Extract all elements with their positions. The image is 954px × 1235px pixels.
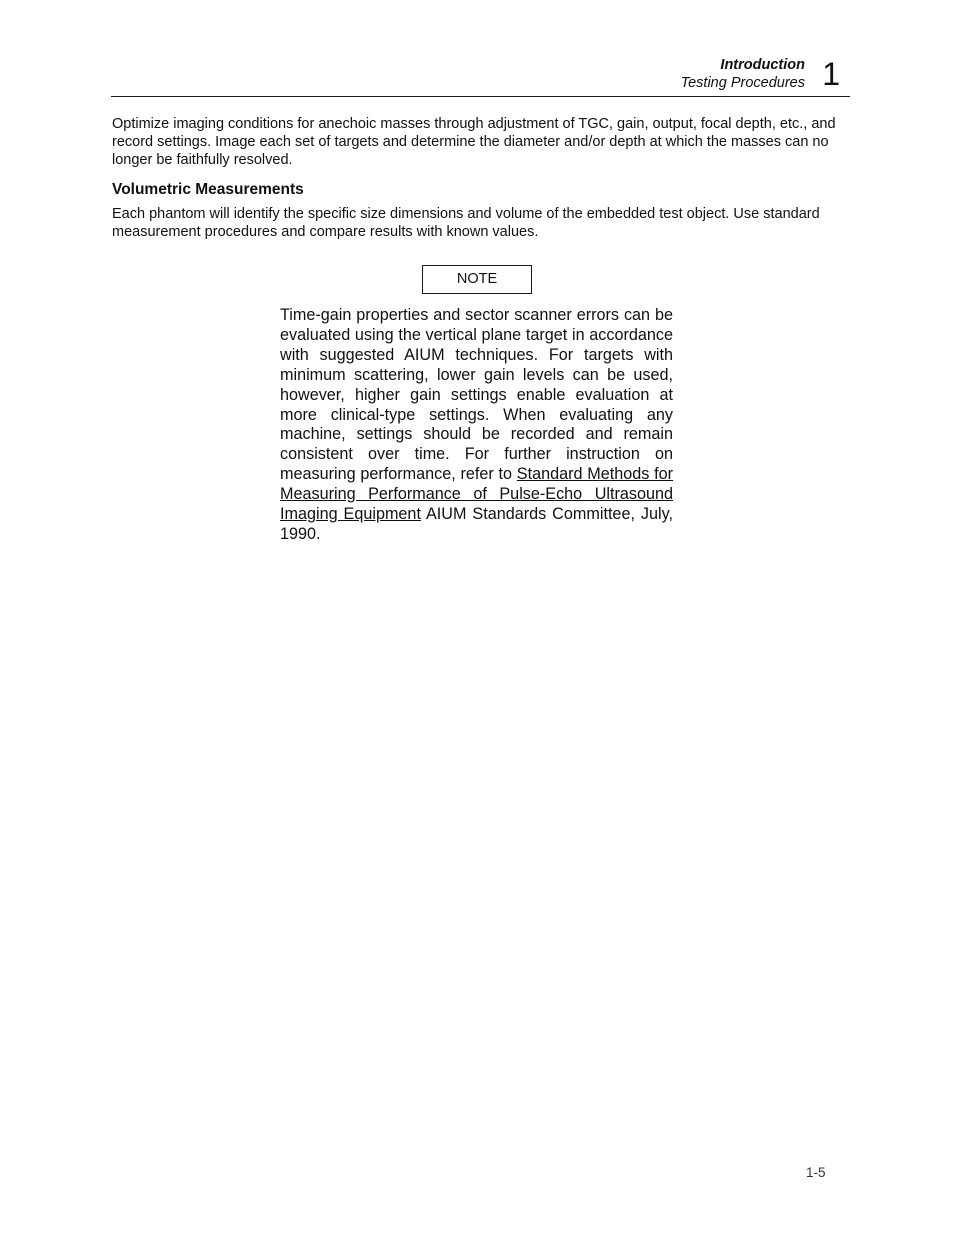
note-text-body: Time-gain properties and sector scanner errors can be evaluated using the vertical plane target in accordance with suggested AIUM techniques. For targets with minimum scattering, lower gain levels can be used, however, higher gain settings enable evaluation at more clinical-type settings. When evaluating any machine, settings should be recorded and remain consistent over time. For further instruction on measuring performance, refer to [280, 306, 673, 484]
paragraph-anechoic-masses: Optimize imaging conditions for anechoic masses through adjustment of TGC, gain, output, focal depth, etc., and record settings. Image each set of targets and determine the diameter and/or depth at which the masses can no longer be faithfully resolved. [112, 116, 836, 168]
header-chapter-name: Introduction [720, 57, 805, 73]
note-text-tail: AIUM Standards Committee, July, 1990. [280, 505, 673, 543]
note-text [280, 306, 673, 545]
section-heading-volumetric: Volumetric Measurements [112, 181, 304, 198]
note-reference-title: Standard Methods for Measuring Performance of Pulse-Echo Ultrasound Imaging Equipment [280, 465, 673, 524]
header-section-name: Testing Procedures [680, 75, 805, 91]
paragraph-volumetric: Each phantom will identify the specific size dimensions and volume of the embedded test object. Use standard measurement procedures and compare results with known values. [112, 206, 820, 240]
page-number: 1-5 [806, 1165, 826, 1180]
header-chapter-number: 1 [822, 56, 840, 92]
page-header [111, 54, 850, 97]
note-label-box: NOTE [422, 265, 532, 294]
header-text [681, 56, 805, 92]
